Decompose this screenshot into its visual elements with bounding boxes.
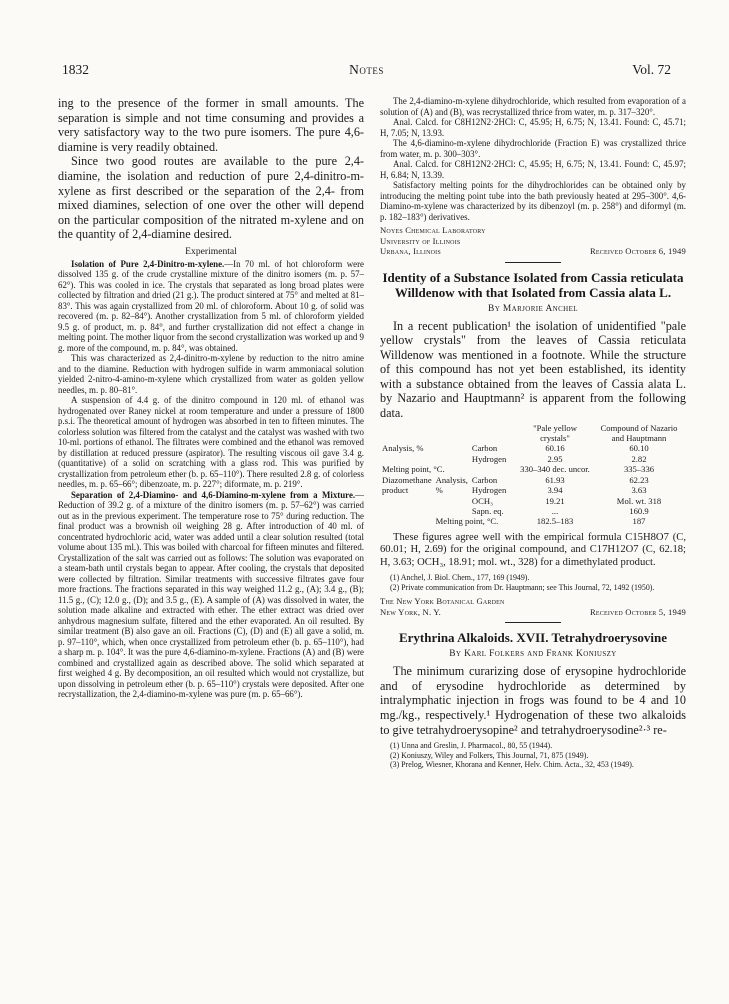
paragraph: A suspension of 4.4 g. of the dinitro compound in 120 ml. of ethanol was hydrogenated over Raney nickel at room temperature and under a pressure of 1800 p.s.i. The theoretical amount of hydrogen was absorbed in ten to fifteen minutes. The colorless solution was filtered from the catalyst and the catalyst was washed with two 10-ml. portions of ethanol. The filtrates were combined and the ethanol was removed by distillation at reduced pressure (aspirator). The resulting viscous oil gave 3.4 g. (quantitative) of a solid on scratching with a glass rod. This was purified by crystallization from petroleum ether (b. p. 65–110°). There resulted 2.8 g. of colorless needles, m. p. 65–66°; dibenzoate, m. p. 227°; diformate, m. p. 219°.: [58, 395, 364, 490]
page-number: 1832: [62, 62, 89, 77]
address-line: University of Illinois: [380, 235, 461, 246]
address-line: The New York Botanical Garden: [380, 596, 505, 607]
row-label: Sapn. eq.: [471, 505, 504, 516]
footnote: (3) Prelog, Wiesner, Khorana and Kenner, Helv. Chim. Acta., 32, 453 (1949).: [390, 760, 634, 770]
table-header-row: [380, 423, 686, 444]
paragraph: The 2,4-diamino-m-xylene dihydrochloride, which resulted from evaporation of a solution of (A) and (B), was recrystallized thrice from water, m. p. 317–320°.: [380, 96, 686, 117]
address-block: [380, 225, 686, 257]
address-row: [380, 246, 686, 257]
row-group-label: Analysis, %: [382, 443, 424, 454]
running-head: Notes: [349, 62, 384, 77]
analysis-line: Anal. Calcd. for C8H12N2·2HCl: C, 45.95; H, 6.75; N, 13.41. Found: C, 45.97; H, 6.84; N, 13.39.: [380, 159, 686, 180]
divider: [505, 262, 561, 263]
table-row: [380, 443, 686, 453]
table-cell: 61.93: [545, 474, 565, 485]
table-row: [380, 475, 686, 485]
paragraph: Satisfactory melting points for the dihydrochlorides can be obtained only by introducing the melting point tube into the bath previously heated at 295–300°. 4,6-Diamino-m-xylene was characterized by its dibenzoyl (m. p. 258°) and diformyl (m. p. 182–183°) derivatives.: [380, 180, 686, 222]
table-cell: ...: [551, 505, 559, 516]
paragraph: These figures agree well with the empirical formula C15H8O7 (C, 60.01; H, 2.69) for the original compound, and C17H12O7 (C, 62.18; H, 3.63; OCH₃, 18.91; mol. wt., 328) for a dimethylated product.: [380, 531, 686, 568]
paragraph-body: —Reduction of 39.2 g. of a mixture of the dinitro isomers (m. p. 57–62°) was carried out as in the previous experiment. The temperature rose to 75° during reduction. The final product was a brownish oil weighing 28 g. After introduction of 40 ml. of concentrated hydrochloric acid, water was added until a clear solution resulted (total volume about 135 ml.). This was boiled with charcoal for fifteen minutes and filtered. Crystallization of the salt was carried out as follows: The solution was evaporated on a steam-bath until crystals began to appear. After cooling, the crystals that deposited were collected by filtration. Similar treatments with successive filtrates gave four more fractions. The fractions separated in this way weighed 11.2 g., (A); 3.4 g., (B); 11.5 g., (C); 12.0 g., (D); and 3.5 g., (E). A sample of (A) was dissolved in water, the solution made alkaline and extracted with ether. The ether extract was dried over anhydrous magnesium sulfate, filtered and the ether evaporated. An oil resulted. By similar treatment (B) also gave an oil. Fractions (C), (D) and (E) all gave a solid, m. p. 97–110°, which, when once crystallized from petroleum ether (b. p. 65–110°), had a sharp m. p. 104°. It was the pure 4,6-diamino-m-xylene. Fractions (A) and (B) were combined and crystallized again as described above. The solid which separated at first weighed 4 g. By decomposition, an oil resulted which would not crystallize, but upon dissolving in petroleum ether (b. p. 65–110°) crystals were deposited. After one recrystallization, the 2,4-diamino-m-xylene was pure (m. p. 65–66°).: [58, 489, 364, 700]
table-cell: 62.23: [629, 474, 649, 485]
table-cell: Mol. wt. 318: [616, 495, 662, 506]
table-row: [380, 464, 686, 474]
paragraph: ing to the presence of the former in small amounts. The separation is simple and not time consuming and provides a very satisfactory way to the two pure isomers. The pure 4,6-diamine is very readily obtained.: [58, 96, 364, 154]
article-title: Identity of a Substance Isolated from Cassia reticulata Willdenow with that Isolated from Cassia alata L.: [382, 269, 684, 300]
footnote: (2) Private communication from Dr. Hauptmann; see This Journal, 72, 1492 (1950).: [390, 582, 655, 592]
address-block: [380, 596, 686, 617]
table-cell: 335–336: [623, 464, 655, 475]
footnotes: [380, 573, 686, 592]
row-label: Melting point, °C.: [382, 464, 445, 475]
row-label: Carbon: [471, 443, 498, 454]
footnote: (1) Unna and Greslin, J. Pharmacol., 80, 55 (1944).: [390, 741, 553, 751]
left-column: [58, 96, 364, 700]
table-cell: 2.82: [631, 453, 647, 464]
paragraph: Since two good routes are available to the pure 2,4-diamine, the isolation and reduction of pure 2,4-dinitro-m-xylene as first described or the separation of the 2,4- from mixed diamines, selection of one over the other will depend on the particular composition of the nitrated m-xylene and on the quantity of 2,4-diamine desired.: [58, 154, 364, 242]
table-cell: 19.21: [545, 495, 565, 506]
table-cell: 182.5–183: [536, 516, 574, 527]
row-label: Hydrogen: [471, 485, 507, 496]
row-group-label: Analysis, %: [435, 474, 468, 496]
footnote: (2) Koniuszy, Wiley and Folkers, This Journal, 71, 875 (1949).: [390, 750, 589, 760]
volume-label: Vol. 72: [632, 62, 671, 77]
paragraph: [58, 490, 364, 700]
table-cell: 187: [632, 516, 646, 527]
table-cell: 160.9: [629, 505, 649, 516]
byline: By Marjorie Anchel: [488, 303, 578, 314]
row-label: Melting point, °C.: [435, 516, 499, 527]
paragraph-body: —In 70 ml. of hot chloroform were dissolved 135 g. of the crude crystalline mixture of the dinitro isomers (m. p. 57–62°). This was cooled in ice. The crystals that separated as long broad plates were collected by filtration and dried (21 g.). The product sintered at 75° and melted at 81–83°. This was again crystallized from 20 ml. of chloroform. About 10 g. of solid was recovered (m. p. 82–84°). Another crystallization from 5 ml. of chloroform yielded 9.5 g. of product, m. p. 84°, and further crystallization did not effect a change in melting point. The mother liquor from the second crystallization was worked up and 9 g. more of the compound, m. p. 84°, was obtained.: [58, 258, 364, 353]
footnote: (1) Anchel, J. Biol. Chem., 177, 169 (1949).: [390, 572, 530, 582]
right-column: [380, 96, 686, 770]
analysis-line: Anal. Calcd. for C8H12N2·2HCl: C, 45.95; H, 6.75; N, 13.41. Found: C, 45.71; H, 7.05; N, 13.93.: [380, 117, 686, 138]
row-label: Hydrogen: [471, 453, 507, 464]
table-cell: 60.16: [545, 443, 565, 454]
table-cell: 3.94: [547, 485, 563, 496]
row-label: OCH₃: [471, 495, 494, 506]
paragraph: [58, 259, 364, 354]
section-heading: Experimental: [185, 245, 237, 257]
row-label: Carbon: [471, 474, 498, 485]
table-cell: 330–340 dec. uncor.: [520, 464, 590, 475]
address-line: New York, N. Y.: [380, 606, 441, 617]
data-table: [380, 423, 686, 527]
subsection-title: Isolation of Pure 2,4-Dinitro-m-xylene.: [71, 258, 225, 269]
page-header: [62, 62, 671, 84]
divider: [505, 622, 561, 623]
paragraph: In a recent publication¹ the isolation of unidentified "pale yellow crystals" from the leaves of Cassia reticulata Willdenow was mentioned in a footnote. While the structure of this compound has not yet been established, its identity with a substance obtained from the leaves of Cassia alata L. by Nazario and Hauptmann² is apparent from the following data.: [380, 318, 686, 421]
paragraph: The minimum curarizing dose of erysopine hydrochloride and of erysodine hydrochloride as determined by intralymphatic injection in frogs was found to be 4 and 10 mg./kg., respectively.¹ Hydrogenation of these two alkaloids to give tetrahydroerysopine² and tetrahydroerysodine²·³ re-: [380, 664, 686, 737]
byline: By Karl Folkers and Frank Koniuszy: [449, 649, 617, 660]
address-line: Urbana, Illinois: [380, 246, 441, 256]
received-date: Received October 5, 1949: [589, 606, 686, 617]
article-title: Erythrina Alkaloids. XVII. Tetrahydroerysovine: [398, 630, 668, 646]
footnotes: [380, 741, 686, 770]
paragraph: This was characterized as 2,4-dinitro-m-xylene by reduction to the nitro amine and to the diamine. Reduction with hydrogen sulfide in warm ammoniacal solution yielded 2-nitro-4-amino-m-xylene which crystallized from water as golden yellow needles, m. p. 80–81°.: [58, 353, 364, 395]
table-cell: 2.95: [547, 453, 563, 464]
table-header: Compound of Nazario and Hauptmann: [600, 422, 678, 444]
address-row: [380, 607, 686, 618]
paragraph: The 4,6-diamino-m-xylene dihydrochloride (Fraction E) was crystallized thrice from water, m. p. 300–303°.: [380, 138, 686, 159]
table-cell: 60.10: [629, 443, 649, 454]
received-date: Received October 6, 1949: [589, 246, 686, 256]
row-group-label: Diazomethane product: [382, 474, 432, 496]
address-line: Noyes Chemical Laboratory: [380, 225, 486, 235]
subsection-title: Separation of 2,4-Diamino- and 4,6-Diamino-m-xylene from a Mixture.: [71, 489, 356, 500]
table-cell: 3.63: [631, 485, 647, 496]
table-header: "Pale yellow crystals": [533, 422, 577, 444]
